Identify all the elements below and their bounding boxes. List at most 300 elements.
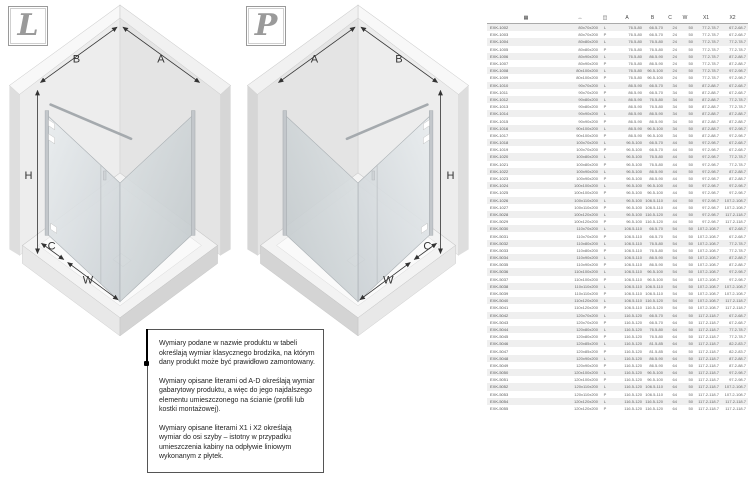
cell-product-code: EXK-1020	[490, 154, 509, 160]
cell-w: 50	[688, 176, 693, 182]
cell-dimensions: 120x90x200	[576, 355, 598, 361]
cell-x1: 107.2-108.7	[697, 247, 719, 253]
cell-b: 86.5-90	[649, 255, 663, 261]
cell-a: 116.5-120	[624, 334, 642, 340]
cell-a: 96.5-100	[626, 140, 642, 146]
note-leader-dot	[144, 361, 149, 366]
cell-a: 96.5-100	[626, 168, 642, 174]
table-row	[487, 82, 748, 89]
cell-w: 50	[688, 125, 693, 131]
cell-dimensions: 80x70x200	[578, 25, 598, 31]
cell-product-code: EXK-1007	[490, 61, 509, 67]
cell-x1: 97.2-98.7	[702, 140, 719, 146]
table-row	[487, 254, 748, 261]
cell-x2: 67.2-68.7	[729, 32, 746, 38]
cell-x2: 87.2-88.7	[729, 355, 746, 361]
dim-label-h: H	[446, 170, 455, 183]
table-row	[487, 139, 748, 146]
cell-w: 50	[688, 39, 693, 45]
cell-version: L	[603, 240, 607, 246]
table-row	[487, 146, 748, 153]
cell-a: 116.5-120	[624, 348, 642, 354]
cell-version: L	[603, 111, 607, 117]
cell-product-code: EXK-5049	[490, 362, 509, 368]
cell-b: 96.5-100	[647, 377, 663, 383]
cell-b: 106.5-110	[645, 204, 663, 210]
cell-version: L	[603, 39, 607, 45]
cell-x2: 107.2-108.7	[724, 283, 746, 289]
cell-version: P	[603, 147, 607, 153]
cell-a: 86.5-90	[628, 96, 642, 102]
cell-x1: 117.2-118.7	[698, 398, 719, 404]
cell-c: 64	[672, 398, 677, 404]
cell-b: 96.5-100	[647, 190, 663, 196]
cell-c: 54	[672, 255, 677, 261]
cell-x2: 67.2-68.7	[729, 25, 746, 31]
cell-a: 96.5-100	[626, 183, 642, 189]
cell-x2: 117.2-118.7	[725, 398, 746, 404]
cell-product-code: EXK-5040	[490, 298, 509, 304]
cell-x2: 97.2-98.7	[729, 276, 746, 282]
cell-version: P	[603, 176, 607, 182]
table-row	[487, 103, 748, 110]
cell-a: 116.5-120	[624, 377, 642, 383]
table-row	[487, 240, 748, 247]
cell-w: 50	[688, 89, 693, 95]
cell-b: 86.5-90	[649, 168, 663, 174]
table-row	[487, 333, 748, 340]
cell-c: 24	[672, 46, 677, 52]
cell-b: 66.5-70	[649, 233, 663, 239]
cell-a: 86.5-90	[628, 104, 642, 110]
cell-x1: 97.2-98.7	[702, 197, 719, 203]
cell-x2: 107.2-108.7	[724, 204, 746, 210]
cell-x2: 82.2-83.7	[729, 341, 746, 347]
cell-a: 96.5-100	[626, 197, 642, 203]
table-row	[487, 46, 748, 53]
cell-version: P	[603, 319, 607, 325]
cell-w: 50	[688, 233, 693, 239]
cell-x1: 117.2-118.7	[698, 370, 719, 376]
cell-x2: 87.2-88.7	[729, 362, 746, 368]
table-row	[487, 60, 748, 67]
cell-a: 116.5-120	[624, 362, 642, 368]
cell-c: 34	[672, 125, 677, 131]
cell-c: 54	[672, 283, 677, 289]
cell-a: 96.5-100	[626, 147, 642, 153]
cell-product-code: EXK-5042	[490, 312, 509, 318]
cell-x2: 97.2-98.7	[729, 132, 746, 138]
cell-x2: 97.2-98.7	[729, 377, 746, 383]
table-row	[487, 38, 748, 45]
cell-w: 50	[688, 118, 693, 124]
cell-c: 24	[672, 53, 677, 59]
cell-b: 81.5-85	[649, 348, 663, 354]
cell-product-code: EXK-1014	[490, 111, 509, 117]
table-row	[487, 355, 748, 362]
cell-x2: 97.2-98.7	[729, 125, 746, 131]
table-row	[487, 398, 748, 405]
cell-x1: 97.2-98.7	[702, 204, 719, 210]
cell-version: L	[603, 384, 607, 390]
cell-a: 116.5-120	[624, 370, 642, 376]
cell-b: 96.5-100	[647, 132, 663, 138]
table-row	[487, 369, 748, 376]
cell-version: L	[603, 312, 607, 318]
cell-c: 54	[672, 247, 677, 253]
cell-version: L	[603, 53, 607, 59]
cell-dimensions: 100x110x200	[574, 204, 598, 210]
cell-x1: 97.2-98.7	[702, 211, 719, 217]
cell-product-code: EXK-5045	[490, 334, 509, 340]
cell-b: 86.5-90	[649, 53, 663, 59]
cell-c: 64	[672, 391, 677, 397]
cell-product-code: EXK-5038	[490, 283, 509, 289]
cell-w: 50	[688, 255, 693, 261]
cell-b: 116.5-120	[645, 406, 663, 412]
cell-x2: 97.2-98.7	[729, 68, 746, 74]
cell-dimensions: 110x110x200	[574, 291, 598, 297]
cell-version: L	[603, 197, 607, 203]
cell-x1: 77.2-78.7	[702, 25, 719, 31]
wall-profile-left	[45, 111, 49, 236]
table-row	[487, 189, 748, 196]
cell-version: L	[603, 125, 607, 131]
cell-a: 106.5-110	[624, 291, 642, 297]
cell-dimensions: 120x70x200	[576, 319, 598, 325]
cell-product-code: EXK-1018	[490, 140, 509, 146]
cell-x1: 117.2-118.7	[698, 334, 719, 340]
cell-a: 106.5-110	[624, 276, 642, 282]
cell-b: 96.5-100	[647, 183, 663, 189]
cell-c: 24	[672, 61, 677, 67]
cell-b: 76.5-80	[649, 334, 663, 340]
cell-a: 86.5-90	[628, 111, 642, 117]
cell-version: P	[603, 305, 607, 311]
cell-product-code: EXK-5052	[490, 384, 509, 390]
cell-x2: 67.2-68.7	[729, 319, 746, 325]
cell-product-code: EXK-1011	[490, 89, 508, 95]
cell-w: 50	[688, 132, 693, 138]
dim-label-c: C	[423, 240, 432, 253]
cell-w: 50	[688, 398, 693, 404]
col-header-b: B	[642, 12, 663, 24]
cell-product-code: EXK-1006	[490, 53, 509, 59]
cell-b: 106.5-110	[645, 283, 663, 289]
cell-b: 76.5-80	[649, 326, 663, 332]
cell-c: 54	[672, 305, 677, 311]
cell-w: 50	[688, 46, 693, 52]
cell-w: 50	[688, 319, 693, 325]
cell-a: 76.5-80	[628, 39, 642, 45]
spec-table-body	[487, 24, 748, 413]
cell-w: 50	[688, 283, 693, 289]
cell-c: 64	[672, 355, 677, 361]
cell-x2: 97.2-98.7	[729, 269, 746, 275]
cell-b: 76.5-80	[649, 247, 663, 253]
cell-x2: 117.2-118.7	[725, 211, 746, 217]
cell-x1: 97.2-98.7	[702, 154, 719, 160]
cell-dimensions: 100x70x200	[576, 147, 598, 153]
product-code-icon: ▦	[487, 12, 562, 24]
cell-c: 44	[672, 147, 677, 153]
dim-label-w: W	[82, 274, 94, 287]
cell-x2: 67.2-68.7	[729, 233, 746, 239]
cell-x2: 67.2-68.7	[729, 89, 746, 95]
cell-w: 50	[688, 326, 693, 332]
dim-label-a: A	[157, 53, 165, 66]
cell-version: L	[603, 269, 607, 275]
cell-a: 76.5-80	[628, 25, 642, 31]
cell-b: 106.5-110	[645, 384, 663, 390]
cell-w: 50	[688, 377, 693, 383]
cell-product-code: EXK-5028	[490, 211, 509, 217]
table-row	[487, 283, 748, 290]
cell-version: P	[603, 161, 607, 167]
cell-dimensions: 90x90x200	[578, 111, 598, 117]
cell-product-code: EXK-5051	[490, 377, 509, 383]
cell-x1: 97.2-98.7	[702, 176, 719, 182]
cell-w: 50	[688, 247, 693, 253]
cell-b: 86.5-90	[649, 355, 663, 361]
cell-dimensions: 100x80x200	[576, 161, 598, 167]
cell-b: 86.5-90	[649, 176, 663, 182]
cell-b: 116.5-120	[645, 398, 663, 404]
cell-x1: 77.2-78.7	[702, 46, 719, 52]
cell-dimensions: 120x110x200	[574, 384, 598, 390]
cell-b: 76.5-80	[649, 154, 663, 160]
table-row	[487, 175, 748, 182]
cell-x1: 77.2-78.7	[702, 61, 719, 67]
cell-product-code: EXK-1025	[490, 190, 509, 196]
cell-w: 50	[688, 75, 693, 81]
cell-a: 96.5-100	[626, 154, 642, 160]
cell-c: 24	[672, 75, 677, 81]
cell-c: 44	[672, 140, 677, 146]
cell-product-code: EXK-1021	[490, 161, 509, 167]
table-row	[487, 31, 748, 38]
cell-c: 64	[672, 319, 677, 325]
cell-x1: 107.2-108.7	[697, 255, 719, 261]
col-header-x1: X1	[693, 12, 719, 24]
cell-w: 50	[688, 370, 693, 376]
note-paragraph-2: Wymiary opisane literami od A-D określają wymiar gabarytowy produktu, a więc do jego najdalszego elementu umieszczonego na ścianie (profili lub kostki montażowej).	[159, 377, 315, 413]
cell-c: 44	[672, 154, 677, 160]
cell-b: 66.5-70	[649, 32, 663, 38]
cell-x1: 77.2-78.7	[702, 68, 719, 74]
cell-dimensions: 100x90x200	[576, 168, 598, 174]
cell-dimensions: 120x90x200	[576, 362, 598, 368]
cell-a: 106.5-110	[624, 226, 642, 232]
spec-table-header	[487, 12, 748, 24]
cell-a: 116.5-120	[624, 355, 642, 361]
cell-version: P	[603, 334, 607, 340]
cell-c: 54	[672, 298, 677, 304]
cell-x1: 117.2-118.7	[698, 348, 719, 354]
dim-label-b: B	[72, 53, 81, 66]
cell-dimensions: 110x100x200	[574, 276, 598, 282]
cell-x2: 87.2-88.7	[729, 176, 746, 182]
cell-x2: 77.2-78.7	[729, 154, 746, 160]
cell-x2: 77.2-78.7	[729, 96, 746, 102]
note-box	[147, 329, 324, 473]
cell-x1: 87.2-88.7	[702, 125, 719, 131]
cell-dimensions: 80x100x200	[576, 68, 598, 74]
cell-product-code: EXK-5048	[490, 355, 509, 361]
cell-x2: 117.2-118.7	[725, 305, 746, 311]
cell-w: 50	[688, 406, 693, 412]
cell-x1: 77.2-78.7	[702, 39, 719, 45]
cell-dimensions: 80x70x200	[578, 32, 598, 38]
cell-dimensions: 100x90x200	[576, 176, 598, 182]
cell-version: P	[603, 406, 607, 412]
cell-product-code: EXK-5039	[490, 291, 509, 297]
cell-x1: 87.2-88.7	[702, 89, 719, 95]
cell-c: 64	[672, 370, 677, 376]
cell-product-code: EXK-1013	[490, 104, 509, 110]
cell-a: 116.5-120	[624, 319, 642, 325]
cell-x2: 107.2-108.7	[724, 291, 746, 297]
cell-a: 86.5-90	[628, 89, 642, 95]
table-row	[487, 268, 748, 275]
cell-c: 54	[672, 276, 677, 282]
cell-x2: 82.2-83.7	[729, 348, 746, 354]
cell-a: 116.5-120	[624, 312, 642, 318]
cell-dimensions: 90x100x200	[576, 132, 598, 138]
table-row	[487, 96, 748, 103]
cell-c: 34	[672, 89, 677, 95]
cell-b: 116.5-120	[645, 211, 663, 217]
dim-label-b: B	[395, 53, 403, 66]
cell-product-code: EXK-5030	[490, 226, 509, 232]
cell-w: 50	[688, 305, 693, 311]
cell-dimensions: 100x70x200	[576, 140, 598, 146]
cell-version: P	[603, 276, 607, 282]
cell-dimensions: 120x120x200	[573, 406, 598, 412]
cell-w: 50	[688, 183, 693, 189]
cell-w: 50	[688, 269, 693, 275]
cell-a: 96.5-100	[626, 176, 642, 182]
table-row	[487, 161, 748, 168]
cell-w: 50	[688, 262, 693, 268]
table-row	[487, 204, 748, 211]
cell-version: P	[603, 291, 607, 297]
cell-dimensions: 90x100x200	[576, 125, 598, 131]
dim-label-c: C	[47, 240, 56, 253]
cell-a: 106.5-110	[624, 269, 642, 275]
cell-c: 44	[672, 161, 677, 167]
cell-c: 54	[672, 269, 677, 275]
cell-x1: 117.2-118.7	[698, 341, 719, 347]
cell-b: 76.5-80	[649, 240, 663, 246]
cell-c: 54	[672, 291, 677, 297]
cell-b: 66.5-70	[649, 25, 663, 31]
cell-w: 50	[688, 362, 693, 368]
cell-dimensions: 110x80x200	[576, 247, 598, 253]
cell-x1: 77.2-78.7	[702, 75, 719, 81]
cell-x1: 117.2-118.7	[698, 391, 719, 397]
cell-version: L	[603, 140, 607, 146]
table-row	[487, 132, 748, 139]
table-row	[487, 319, 748, 326]
cell-w: 50	[688, 276, 693, 282]
cell-x1: 107.2-108.7	[697, 226, 719, 232]
cell-c: 64	[672, 341, 677, 347]
cell-product-code: EXK-1010	[490, 82, 509, 88]
col-header-x2: X2	[719, 12, 748, 24]
cell-x1: 87.2-88.7	[702, 111, 719, 117]
cell-version: L	[603, 283, 607, 289]
cell-b: 96.5-100	[647, 276, 663, 282]
cell-dimensions: 120x80x200	[576, 334, 598, 340]
cell-version: P	[603, 348, 607, 354]
cell-w: 50	[688, 384, 693, 390]
cell-x1: 117.2-118.7	[698, 384, 719, 390]
cell-version: P	[603, 46, 607, 52]
cell-product-code: EXK-1016	[490, 125, 509, 131]
cell-w: 50	[688, 219, 693, 225]
table-row	[487, 312, 748, 319]
cell-x1: 107.2-108.7	[697, 291, 719, 297]
cell-c: 44	[672, 176, 677, 182]
cell-c: 34	[672, 132, 677, 138]
version-badge-l-letter: L	[17, 8, 39, 43]
cell-product-code: EXK-1008	[490, 68, 509, 74]
cell-dimensions: 100x110x200	[574, 197, 598, 203]
cell-version: L	[603, 341, 607, 347]
cell-version: L	[603, 398, 607, 404]
cell-w: 50	[688, 96, 693, 102]
cell-version: L	[603, 255, 607, 261]
cell-product-code: EXK-5044	[490, 326, 509, 332]
cell-product-code: EXK-1024	[490, 183, 509, 189]
cell-x2: 97.2-98.7	[729, 75, 746, 81]
cell-b: 86.5-90	[649, 61, 663, 67]
cell-dimensions: 90x70x200	[578, 82, 598, 88]
cell-b: 81.5-85	[649, 341, 663, 347]
cell-dimensions: 90x70x200	[578, 89, 598, 95]
cell-product-code: EXK-1004	[490, 39, 509, 45]
cell-version: P	[603, 233, 607, 239]
cell-x1: 107.2-108.7	[697, 262, 719, 268]
version-icon: ◫	[598, 12, 612, 24]
cell-b: 66.5-70	[649, 147, 663, 153]
cell-w: 50	[688, 68, 693, 74]
cell-dimensions: 110x110x200	[574, 283, 598, 289]
cell-c: 64	[672, 406, 677, 412]
cell-c: 64	[672, 326, 677, 332]
cell-a: 116.5-120	[624, 341, 642, 347]
cell-x2: 97.2-98.7	[729, 183, 746, 189]
cell-version: L	[603, 68, 607, 74]
table-row	[487, 247, 748, 254]
cell-c: 64	[672, 377, 677, 383]
cell-x1: 107.2-108.7	[697, 276, 719, 282]
shower-cabin-diagram-left	[4, 2, 236, 352]
cell-w: 50	[688, 355, 693, 361]
cell-w: 50	[688, 240, 693, 246]
cell-x2: 107.2-108.7	[724, 391, 746, 397]
cell-version: P	[603, 61, 607, 67]
cell-x1: 97.2-98.7	[702, 147, 719, 153]
cell-x2: 107.2-108.7	[724, 384, 746, 390]
cell-version: P	[603, 247, 607, 253]
cell-b: 76.5-80	[649, 104, 663, 110]
table-row	[487, 168, 748, 175]
table-row	[487, 276, 748, 283]
cell-x1: 117.2-118.7	[698, 355, 719, 361]
cell-dimensions: 80x80x200	[578, 46, 598, 52]
